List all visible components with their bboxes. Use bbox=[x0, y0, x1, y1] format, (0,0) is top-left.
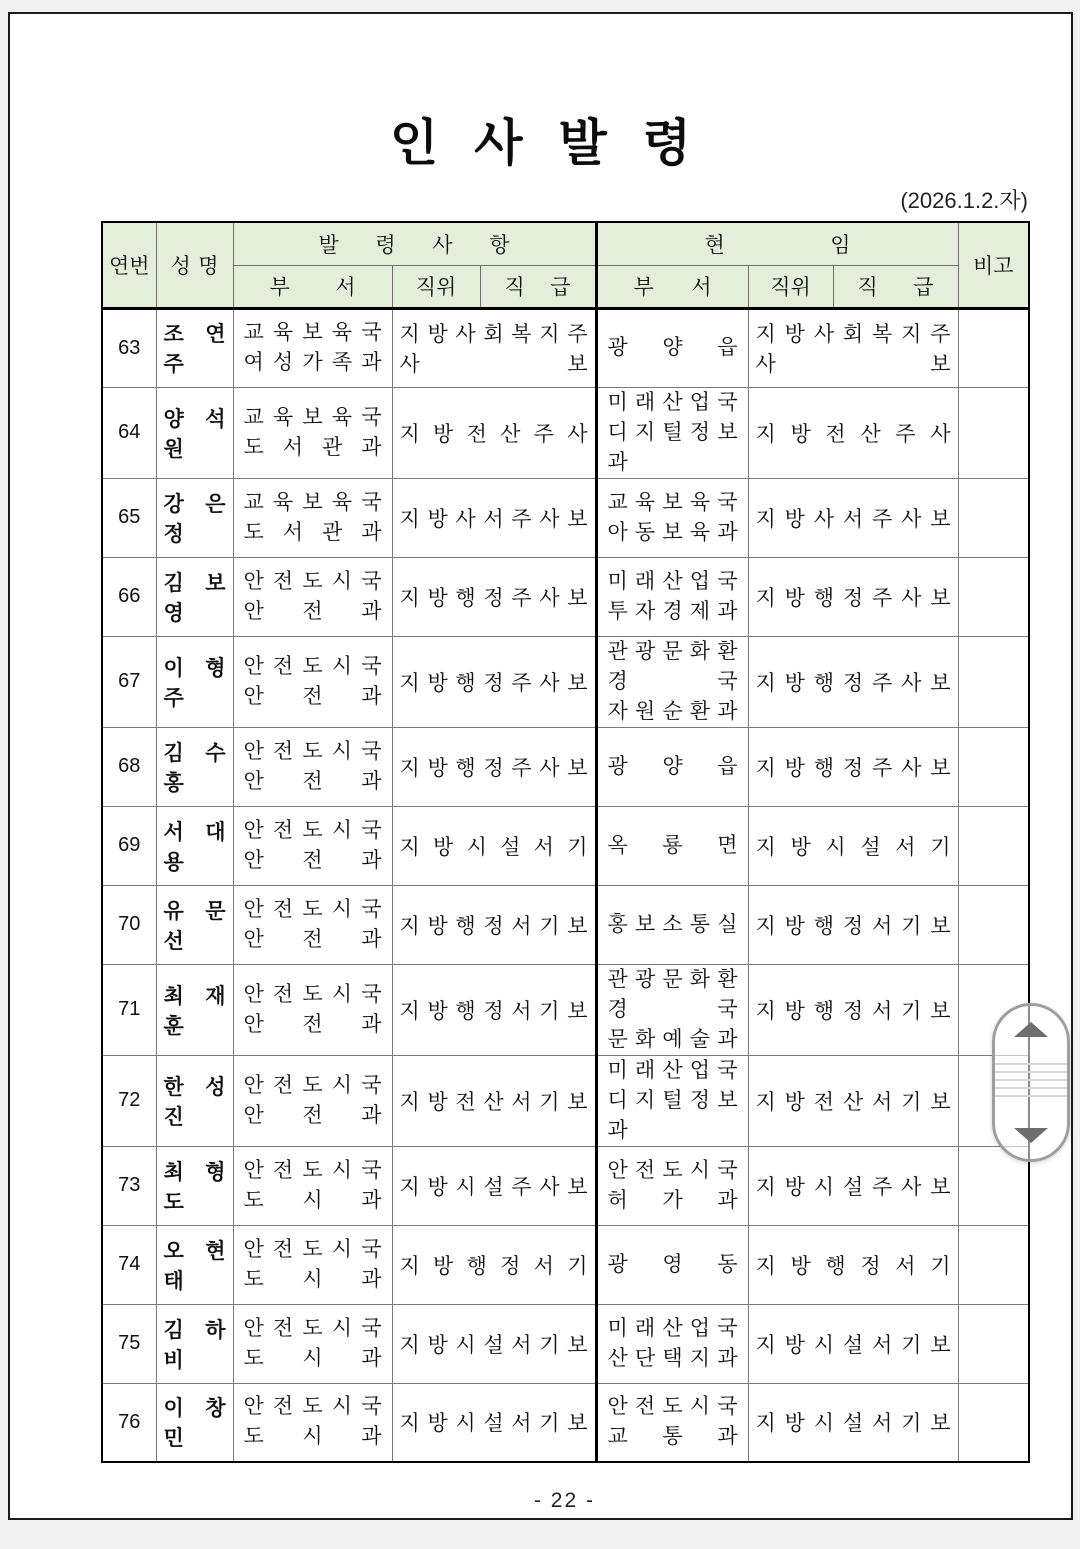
header-appointment-group: 발 령 사 항 bbox=[233, 222, 596, 265]
note-cell bbox=[958, 557, 1029, 636]
appointment-grade-cell: 지 방 시 설 서 기 보 bbox=[392, 1383, 596, 1462]
table-row bbox=[102, 964, 1029, 1055]
current-dept-cell: 관 광 문 화 환 경 국 자 원 순 환 과 bbox=[596, 636, 748, 727]
appointment-dept-cell: 안 전 도 시 국 안 전 과 bbox=[233, 885, 392, 964]
employee-name-cell: 서 대 용 bbox=[156, 806, 233, 885]
header-no: 연번 bbox=[102, 222, 156, 308]
current-grade-cell: 지 방 사 회 복 지 주 사 보 bbox=[748, 308, 958, 387]
appointment-grade-cell: 지 방 행 정 주 사 보 bbox=[392, 557, 596, 636]
row-number-cell: 71 bbox=[102, 964, 156, 1055]
note-cell bbox=[958, 806, 1029, 885]
current-grade-cell: 지 방 전 산 주 사 bbox=[748, 387, 958, 478]
note-cell bbox=[958, 636, 1029, 727]
current-dept-cell: 안 전 도 시 국 허 가 과 bbox=[596, 1146, 748, 1225]
note-cell bbox=[958, 478, 1029, 557]
header-note: 비고 bbox=[958, 222, 1029, 308]
employee-name-cell: 조 연 주 bbox=[156, 308, 233, 387]
table-row bbox=[102, 1383, 1029, 1462]
appointment-grade-cell: 지 방 전 산 주 사 bbox=[392, 387, 596, 478]
row-number-cell: 73 bbox=[102, 1146, 156, 1225]
row-number-cell: 76 bbox=[102, 1383, 156, 1462]
appointment-grade-cell: 지 방 시 설 주 사 보 bbox=[392, 1146, 596, 1225]
note-cell bbox=[958, 1225, 1029, 1304]
appointment-dept-cell: 안 전 도 시 국 도 시 과 bbox=[233, 1304, 392, 1383]
appointment-grade-cell: 지 방 사 서 주 사 보 bbox=[392, 478, 596, 557]
header-cur-position: 직위 bbox=[748, 265, 833, 308]
current-dept-cell: 옥 룡 면 bbox=[596, 806, 748, 885]
appointment-dept-cell: 안 전 도 시 국 안 전 과 bbox=[233, 964, 392, 1055]
row-number-cell: 75 bbox=[102, 1304, 156, 1383]
current-dept-cell: 미 래 산 업 국 산 단 택 지 과 bbox=[596, 1304, 748, 1383]
appointment-grade-cell: 지 방 행 정 서 기 보 bbox=[392, 964, 596, 1055]
appointment-grade-cell: 지 방 전 산 서 기 보 bbox=[392, 1055, 596, 1146]
note-cell bbox=[958, 1304, 1029, 1383]
row-number-cell: 63 bbox=[102, 308, 156, 387]
row-number-cell: 64 bbox=[102, 387, 156, 478]
appointment-dept-cell: 안 전 도 시 국 도 시 과 bbox=[233, 1225, 392, 1304]
table-row bbox=[102, 557, 1029, 636]
appointment-dept-cell: 안 전 도 시 국 안 전 과 bbox=[233, 806, 392, 885]
current-dept-cell: 미 래 산 업 국 투 자 경 제 과 bbox=[596, 557, 748, 636]
current-grade-cell: 지 방 시 설 주 사 보 bbox=[748, 1146, 958, 1225]
row-number-cell: 69 bbox=[102, 806, 156, 885]
current-grade-cell: 지 방 행 정 서 기 보 bbox=[748, 964, 958, 1055]
row-number-cell: 68 bbox=[102, 727, 156, 806]
appointment-grade-cell: 지 방 행 정 서 기 bbox=[392, 1225, 596, 1304]
current-dept-cell: 홍 보 소 통 실 bbox=[596, 885, 748, 964]
appointment-grade-cell: 지 방 행 정 주 사 보 bbox=[392, 636, 596, 727]
current-grade-cell: 지 방 전 산 서 기 보 bbox=[748, 1055, 958, 1146]
appointment-dept-cell: 안 전 도 시 국 도 시 과 bbox=[233, 1383, 392, 1462]
appointment-grade-cell: 지 방 시 설 서 기 bbox=[392, 806, 596, 885]
effective-date: (2026.1.2.자) bbox=[900, 188, 1028, 213]
table-row bbox=[102, 727, 1029, 806]
current-grade-cell: 지 방 행 정 서 기 보 bbox=[748, 885, 958, 964]
current-grade-cell: 지 방 행 정 주 사 보 bbox=[748, 557, 958, 636]
table-body bbox=[102, 308, 1029, 1462]
table-row bbox=[102, 1225, 1029, 1304]
current-grade-cell: 지 방 행 정 주 사 보 bbox=[748, 636, 958, 727]
appointment-grade-cell: 지 방 시 설 서 기 보 bbox=[392, 1304, 596, 1383]
employee-name-cell: 양 석 원 bbox=[156, 387, 233, 478]
current-dept-cell: 미 래 산 업 국 디 지 털 정 보 과 bbox=[596, 1055, 748, 1146]
current-dept-cell: 광 양 읍 bbox=[596, 308, 748, 387]
document-page bbox=[8, 12, 1073, 1520]
employee-name-cell: 김 보 영 bbox=[156, 557, 233, 636]
current-grade-cell: 지 방 사 서 주 사 보 bbox=[748, 478, 958, 557]
table-header bbox=[102, 222, 1029, 308]
appointment-grade-cell: 지 방 행 정 서 기 보 bbox=[392, 885, 596, 964]
header-current-group: 현 임 bbox=[596, 222, 958, 265]
header-appt-dept: 부 서 bbox=[233, 265, 392, 308]
page-number: - 22 - bbox=[533, 1489, 595, 1512]
employee-name-cell: 이 창 민 bbox=[156, 1383, 233, 1462]
scroll-down-icon[interactable] bbox=[1014, 1128, 1048, 1143]
current-grade-cell: 지 방 시 설 서 기 bbox=[748, 806, 958, 885]
current-dept-cell: 안 전 도 시 국 교 통 과 bbox=[596, 1383, 748, 1462]
note-cell bbox=[958, 885, 1029, 964]
scroll-up-icon[interactable] bbox=[1014, 1022, 1048, 1037]
employee-name-cell: 한 성 진 bbox=[156, 1055, 233, 1146]
appointment-dept-cell: 안 전 도 시 국 안 전 과 bbox=[233, 557, 392, 636]
row-number-cell: 70 bbox=[102, 885, 156, 964]
note-cell bbox=[958, 387, 1029, 478]
table-row bbox=[102, 478, 1029, 557]
row-number-cell: 74 bbox=[102, 1225, 156, 1304]
header-appt-grade: 직 급 bbox=[480, 265, 596, 308]
note-cell bbox=[958, 308, 1029, 387]
employee-name-cell: 김 수 홍 bbox=[156, 727, 233, 806]
appointment-dept-cell: 안 전 도 시 국 도 시 과 bbox=[233, 1146, 392, 1225]
current-dept-cell: 광 영 동 bbox=[596, 1225, 748, 1304]
header-name: 성 명 bbox=[156, 222, 233, 308]
table-row bbox=[102, 806, 1029, 885]
current-grade-cell: 지 방 행 정 주 사 보 bbox=[748, 727, 958, 806]
appointment-dept-cell: 안 전 도 시 국 안 전 과 bbox=[233, 636, 392, 727]
appointment-table bbox=[101, 221, 1030, 1463]
autoscroll-widget[interactable] bbox=[992, 1003, 1070, 1162]
header-appt-position: 직위 bbox=[392, 265, 480, 308]
employee-name-cell: 유 문 선 bbox=[156, 885, 233, 964]
appointment-dept-cell: 안 전 도 시 국 안 전 과 bbox=[233, 727, 392, 806]
employee-name-cell: 오 현 태 bbox=[156, 1225, 233, 1304]
row-number-cell: 65 bbox=[102, 478, 156, 557]
table-row bbox=[102, 1146, 1029, 1225]
current-grade-cell: 지 방 시 설 서 기 보 bbox=[748, 1304, 958, 1383]
employee-name-cell: 김 하 비 bbox=[156, 1304, 233, 1383]
header-cur-dept: 부 서 bbox=[596, 265, 748, 308]
table-row bbox=[102, 308, 1029, 387]
row-number-cell: 72 bbox=[102, 1055, 156, 1146]
table-row bbox=[102, 636, 1029, 727]
appointment-dept-cell: 교 육 보 육 국 도 서 관 과 bbox=[233, 387, 392, 478]
scroll-grip-icon bbox=[995, 1063, 1067, 1103]
employee-name-cell: 강 은 정 bbox=[156, 478, 233, 557]
page-title: 인사발령 bbox=[389, 115, 728, 171]
row-number-cell: 67 bbox=[102, 636, 156, 727]
current-dept-cell: 교 육 보 육 국 아 동 보 육 과 bbox=[596, 478, 748, 557]
header-cur-grade: 직 급 bbox=[833, 265, 958, 308]
table-row bbox=[102, 1304, 1029, 1383]
employee-name-cell: 최 형 도 bbox=[156, 1146, 233, 1225]
employee-name-cell: 최 재 훈 bbox=[156, 964, 233, 1055]
current-dept-cell: 관 광 문 화 환 경 국 문 화 예 술 과 bbox=[596, 964, 748, 1055]
note-cell bbox=[958, 727, 1029, 806]
appointment-dept-cell: 안 전 도 시 국 안 전 과 bbox=[233, 1055, 392, 1146]
current-dept-cell: 미 래 산 업 국 디 지 털 정 보 과 bbox=[596, 387, 748, 478]
note-cell bbox=[958, 1383, 1029, 1462]
appointment-grade-cell: 지 방 사 회 복 지 주 사 보 bbox=[392, 308, 596, 387]
table-row bbox=[102, 387, 1029, 478]
current-grade-cell: 지 방 행 정 서 기 bbox=[748, 1225, 958, 1304]
current-grade-cell: 지 방 시 설 서 기 보 bbox=[748, 1383, 958, 1462]
table-row bbox=[102, 1055, 1029, 1146]
appointment-dept-cell: 교 육 보 육 국 여 성 가 족 과 bbox=[233, 308, 392, 387]
appointment-dept-cell: 교 육 보 육 국 도 서 관 과 bbox=[233, 478, 392, 557]
row-number-cell: 66 bbox=[102, 557, 156, 636]
table-row bbox=[102, 885, 1029, 964]
current-dept-cell: 광 양 읍 bbox=[596, 727, 748, 806]
employee-name-cell: 이 형 주 bbox=[156, 636, 233, 727]
appointment-grade-cell: 지 방 행 정 주 사 보 bbox=[392, 727, 596, 806]
